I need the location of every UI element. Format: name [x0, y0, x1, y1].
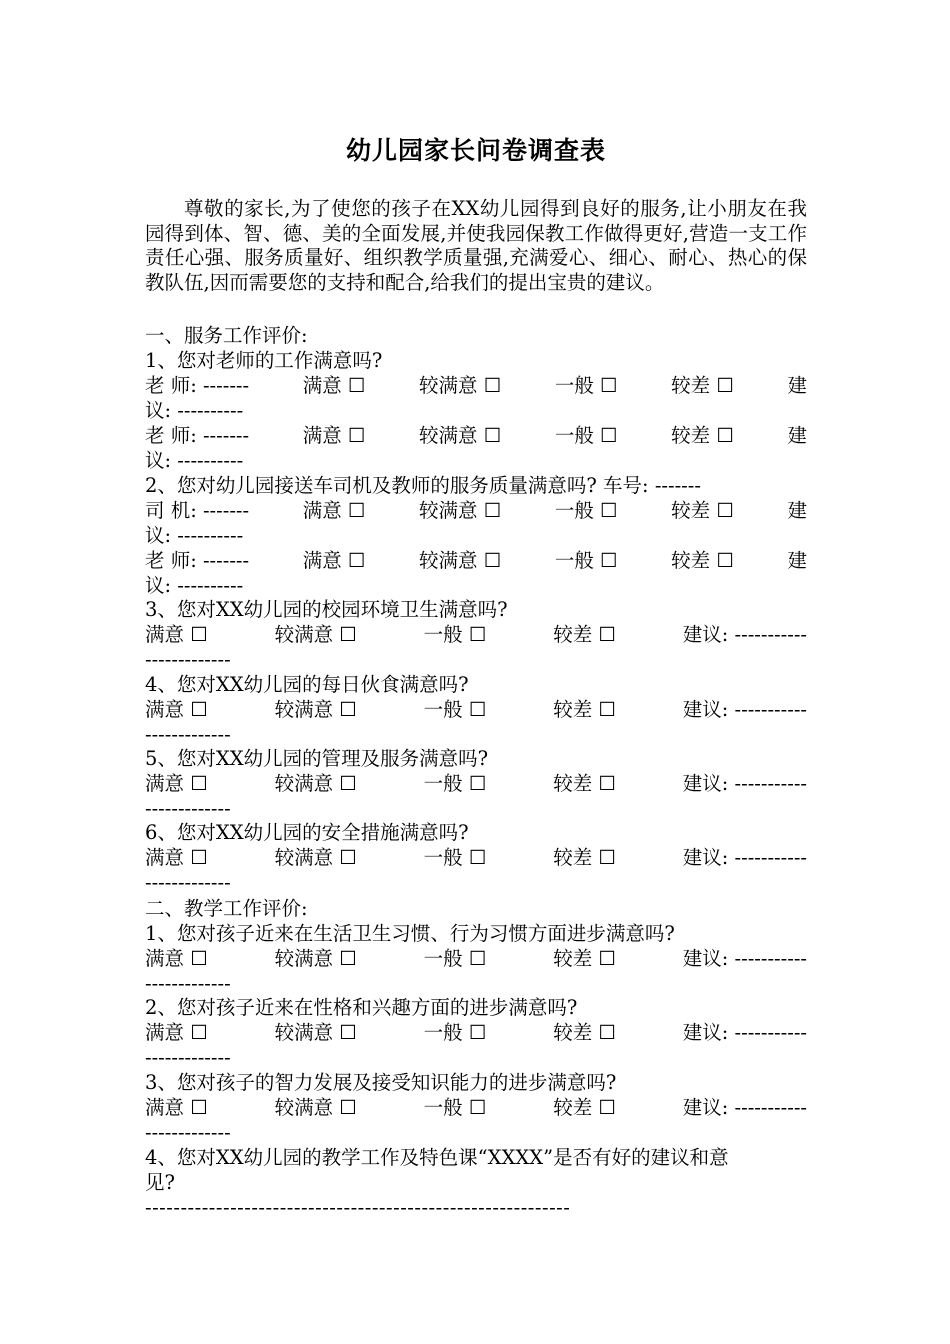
suggestion-blank[interactable]: 建议: ----------- — [682, 772, 807, 795]
option-poor[interactable]: 较差 ☐ — [553, 772, 616, 795]
option-poor[interactable]: 较差 ☐ — [553, 698, 616, 721]
option-satisfied[interactable]: 满意 ☐ — [302, 499, 366, 522]
option-poor[interactable]: 较差 ☐ — [553, 623, 616, 646]
s2-question-1: 1、您对孩子近来在生活卫生习惯、行为习惯方面进步满意吗? — [145, 922, 675, 945]
s1-question-2: 2、您对幼儿园接送车司机及教师的服务质量满意吗? 车号: ------- — [145, 474, 701, 497]
rating-row-q3 — [145, 622, 807, 647]
teacher-rating-row-1 — [145, 373, 807, 398]
option-fairly-satisfied[interactable]: 较满意 ☐ — [419, 549, 502, 572]
option-poor[interactable]: 较差 ☐ — [671, 499, 734, 522]
rating-row-s2q3 — [145, 1095, 807, 1120]
option-fairly-satisfied[interactable]: 较满意 ☐ — [274, 698, 357, 721]
intro-paragraph: 尊敬的家长,为了使您的孩子在XX幼儿园得到良好的服务,让小朋友在我园得到体、智、德、美的全面发展,并使我园保教工作做得更好,营造一支工作责任心强、服务质量好、组织教学质量强,充满爱心、细心、耐心、热心的保教队伍,因而需要您的支持和配合,给我们的提出宝贵的建议。 — [145, 197, 807, 294]
suggestion-continuation[interactable]: ------------- — [145, 871, 231, 894]
option-fairly-satisfied[interactable]: 较满意 ☐ — [419, 424, 502, 447]
teacher-label[interactable]: 老 师: ------- — [145, 549, 250, 572]
option-satisfied[interactable]: 满意 ☐ — [302, 549, 366, 572]
option-satisfied[interactable]: 满意 ☐ — [145, 623, 208, 646]
option-satisfied[interactable]: 满意 ☐ — [145, 947, 208, 970]
option-fairly-satisfied[interactable]: 较满意 ☐ — [419, 374, 502, 397]
option-fairly-satisfied[interactable]: 较满意 ☐ — [274, 1021, 357, 1044]
suggestion-prefix: 建 — [787, 424, 807, 447]
option-satisfied[interactable]: 满意 ☐ — [145, 1096, 208, 1119]
answer-line[interactable]: ------------------------------------------------------------ — [145, 1196, 571, 1219]
option-poor[interactable]: 较差 ☐ — [553, 1021, 616, 1044]
teacher-label[interactable]: 老 师: ------- — [145, 424, 250, 447]
option-fairly-satisfied[interactable]: 较满意 ☐ — [274, 947, 357, 970]
option-satisfied[interactable]: 满意 ☐ — [145, 772, 208, 795]
teacher-label[interactable]: 老 师: ------- — [145, 374, 250, 397]
option-fairly-satisfied[interactable]: 较满意 ☐ — [419, 499, 502, 522]
suggestion-prefix: 建 — [787, 549, 807, 572]
option-average[interactable]: 一般 ☐ — [423, 772, 487, 795]
option-poor[interactable]: 较差 ☐ — [553, 1096, 616, 1119]
suggestion-blank[interactable]: 议: ---------- — [145, 524, 244, 547]
suggestion-blank[interactable]: 建议: ----------- — [682, 846, 807, 869]
suggestion-blank[interactable]: 议: ---------- — [145, 399, 244, 422]
bus-teacher-rating-row — [145, 548, 807, 573]
option-poor[interactable]: 较差 ☐ — [671, 374, 734, 397]
suggestion-blank[interactable]: 建议: ----------- — [682, 947, 807, 970]
s1-question-6: 6、您对XX幼儿园的安全措施满意吗? — [145, 821, 469, 844]
s2-question-3: 3、您对孩子的智力发展及接受知识能力的进步满意吗? — [145, 1071, 617, 1094]
suggestion-continuation[interactable]: ------------- — [145, 972, 231, 995]
page-title: 幼儿园家长问卷调查表 — [345, 136, 606, 165]
option-satisfied[interactable]: 满意 ☐ — [145, 698, 208, 721]
driver-label[interactable]: 司 机: ------- — [145, 499, 250, 522]
s1-question-3: 3、您对XX幼儿园的校园环境卫生满意吗? — [145, 598, 508, 621]
s1-question-4: 4、您对XX幼儿园的每日伙食满意吗? — [145, 673, 469, 696]
option-average[interactable]: 一般 ☐ — [554, 424, 618, 447]
rating-row-q4 — [145, 697, 807, 722]
suggestion-continuation[interactable]: ------------- — [145, 1121, 231, 1144]
option-average[interactable]: 一般 ☐ — [554, 499, 618, 522]
s2-question-4-line1: 4、您对XX幼儿园的教学工作及特色课“XXXX”是否有好的建议和意 — [145, 1146, 729, 1169]
option-fairly-satisfied[interactable]: 较满意 ☐ — [274, 623, 357, 646]
s2-question-2: 2、您对孩子近来在性格和兴趣方面的进步满意吗? — [145, 996, 578, 1019]
rating-row-q6 — [145, 845, 807, 870]
rating-row-s2q1 — [145, 946, 807, 971]
option-satisfied[interactable]: 满意 ☐ — [145, 846, 208, 869]
suggestion-blank[interactable]: 建议: ----------- — [682, 623, 807, 646]
suggestion-prefix: 建 — [787, 374, 807, 397]
option-fairly-satisfied[interactable]: 较满意 ☐ — [274, 1096, 357, 1119]
rating-row-q5 — [145, 771, 807, 796]
option-average[interactable]: 一般 ☐ — [423, 1096, 487, 1119]
option-satisfied[interactable]: 满意 ☐ — [145, 1021, 208, 1044]
suggestion-blank[interactable]: 建议: ----------- — [682, 1021, 807, 1044]
suggestion-blank[interactable]: 议: ---------- — [145, 574, 244, 597]
section2-heading: 二、教学工作评价: — [145, 897, 308, 920]
suggestion-continuation[interactable]: ------------- — [145, 648, 231, 671]
teacher-rating-row-2 — [145, 423, 807, 448]
s1-question-1: 1、您对老师的工作满意吗? — [145, 349, 383, 372]
suggestion-blank[interactable]: 建议: ----------- — [682, 698, 807, 721]
option-satisfied[interactable]: 满意 ☐ — [302, 424, 366, 447]
option-average[interactable]: 一般 ☐ — [423, 846, 487, 869]
option-average[interactable]: 一般 ☐ — [423, 1021, 487, 1044]
s2-question-4-line2: 见? — [145, 1171, 175, 1194]
option-average[interactable]: 一般 ☐ — [554, 549, 618, 572]
option-poor[interactable]: 较差 ☐ — [671, 549, 734, 572]
suggestion-prefix: 建 — [787, 499, 807, 522]
option-poor[interactable]: 较差 ☐ — [553, 947, 616, 970]
section1-heading: 一、服务工作评价: — [145, 324, 308, 347]
s1-question-5: 5、您对XX幼儿园的管理及服务满意吗? — [145, 747, 489, 770]
option-fairly-satisfied[interactable]: 较满意 ☐ — [274, 846, 357, 869]
option-poor[interactable]: 较差 ☐ — [553, 846, 616, 869]
option-poor[interactable]: 较差 ☐ — [671, 424, 734, 447]
suggestion-continuation[interactable]: ------------- — [145, 723, 231, 746]
option-average[interactable]: 一般 ☐ — [423, 947, 487, 970]
option-satisfied[interactable]: 满意 ☐ — [302, 374, 366, 397]
option-average[interactable]: 一般 ☐ — [423, 623, 487, 646]
option-average[interactable]: 一般 ☐ — [423, 698, 487, 721]
suggestion-continuation[interactable]: ------------- — [145, 797, 231, 820]
suggestion-blank[interactable]: 议: ---------- — [145, 449, 244, 472]
rating-row-s2q2 — [145, 1020, 807, 1045]
option-average[interactable]: 一般 ☐ — [554, 374, 618, 397]
suggestion-blank[interactable]: 建议: ----------- — [682, 1096, 807, 1119]
option-fairly-satisfied[interactable]: 较满意 ☐ — [274, 772, 357, 795]
suggestion-continuation[interactable]: ------------- — [145, 1046, 231, 1069]
driver-rating-row — [145, 498, 807, 523]
